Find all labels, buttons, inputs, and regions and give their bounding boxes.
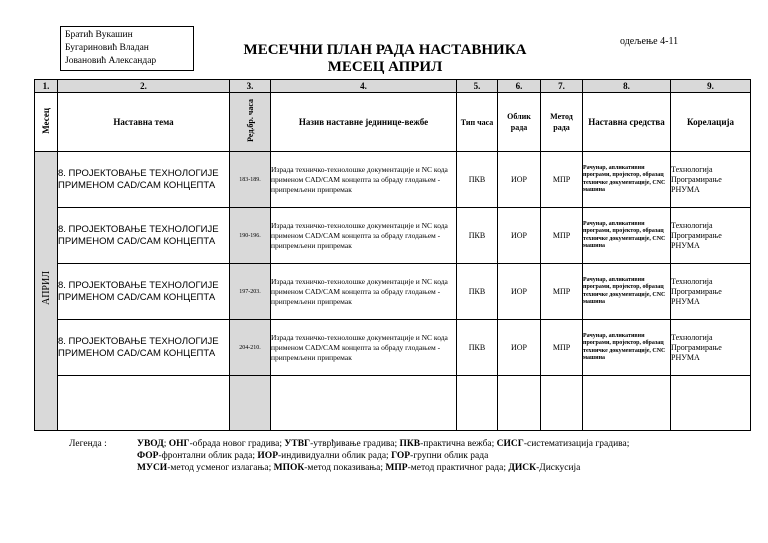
table-row-empty — [35, 376, 751, 431]
legend-abbreviation: ФОР — [137, 451, 159, 461]
legend-description: -индивидуални облик рада; — [278, 451, 392, 461]
table-row — [35, 208, 751, 264]
work-form-cell: ИОР — [498, 320, 541, 376]
author-name: Бугариновић Владан — [65, 43, 149, 53]
correlation-cell: Технологија Програмирање РНУМА — [671, 264, 751, 320]
work-form-cell: ИОР — [498, 152, 541, 208]
method-cell: МПР — [541, 320, 583, 376]
legend-description: -метод показивања; — [304, 463, 386, 473]
legend-line — [137, 462, 768, 474]
method-cell: МПР — [541, 152, 583, 208]
legend-abbreviation: МУСИ — [137, 463, 168, 473]
legend-line — [137, 438, 768, 450]
legend-abbreviation: ГОР — [391, 451, 411, 461]
document-subtitle: МЕСЕЦ АПРИЛ — [327, 59, 443, 75]
table-row — [35, 320, 751, 376]
empty-cell — [457, 376, 498, 431]
unit-cell: Израда техничко-технолошке документације и NC кода применом CAD/CAM концепта за обраду глодањем - припремљени припремак — [271, 320, 457, 376]
legend-abbreviation: МПР — [385, 463, 408, 473]
column-number-row — [35, 80, 751, 93]
legend-abbreviation: ПКВ — [399, 439, 421, 449]
column-number: 3. — [230, 80, 271, 93]
legend-label: Легенда : — [69, 439, 107, 449]
document-title: МЕСЕЧНИ ПЛАН РАДА НАСТАВНИКА — [243, 42, 527, 58]
column-number: 9. — [671, 80, 751, 93]
column-number: 4. — [271, 80, 457, 93]
empty-cell — [58, 376, 230, 431]
legend-description: -метод усменог излагања; — [167, 463, 274, 473]
legend-lines — [137, 438, 768, 474]
header-topic: Наставна тема — [58, 93, 230, 152]
method-cell: МПР — [541, 208, 583, 264]
legend-description: -фронтални облик рада; — [158, 451, 258, 461]
legend-description: -практична вежба; — [420, 439, 497, 449]
class-type-cell: ПКВ — [457, 152, 498, 208]
table-row — [35, 152, 751, 208]
header-lesson-no: Ред.бр. часа — [230, 93, 271, 152]
unit-cell: Израда техничко-технолошке документације и NC кода применом CAD/CAM концепта за обраду глодањем - припремљени припремак — [271, 152, 457, 208]
header-unit-name: Назив наставне јединице-вежбе — [271, 93, 457, 152]
legend-abbreviation: МПОК — [273, 463, 305, 473]
header-month: Месец — [35, 93, 58, 152]
author-name: Братић Вукашин — [65, 30, 133, 40]
column-number: 7. — [541, 80, 583, 93]
month-cell: АПРИЛ — [35, 152, 58, 431]
legend-description: -систематизација градива; — [523, 439, 630, 449]
column-number: 5. — [457, 80, 498, 93]
resources-cell: Рачунар, апликативни програми, пројектор, образац техничке документације, CNC машина — [583, 208, 671, 264]
resources-cell: Рачунар, апликативни програми, пројектор, образац техничке документације, CNC машина — [583, 320, 671, 376]
legend-abbreviation: ИОР — [257, 451, 279, 461]
method-cell: МПР — [541, 264, 583, 320]
lesson-no-cell: 190-196. — [230, 208, 271, 264]
lesson-no-cell: 183-189. — [230, 152, 271, 208]
class-type-cell: ПКВ — [457, 320, 498, 376]
column-number: 1. — [35, 80, 58, 93]
author-name: Јовановић Александар — [65, 56, 157, 66]
class-type-cell: ПКВ — [457, 208, 498, 264]
correlation-cell: Технологија Програмирање РНУМА — [671, 208, 751, 264]
unit-cell: Израда техничко-технолошке документације и NC кода применом CAD/CAM концепта за обраду глодањем - припремљени припремак — [271, 208, 457, 264]
topic-cell: 8. ПРОЈЕКТОВАЊЕ ТЕХНОЛОГИЈЕ ПРИМЕНОМ CAD/CAM КОНЦЕПТА — [58, 320, 230, 376]
legend-description: -обрада новог градива; — [189, 439, 285, 449]
department-label: одељење 4-11 — [620, 36, 679, 47]
legend-description: ; — [163, 439, 169, 449]
column-number: 8. — [583, 80, 671, 93]
class-type-cell: ПКВ — [457, 264, 498, 320]
empty-cell — [271, 376, 457, 431]
empty-cell — [230, 376, 271, 431]
resources-cell: Рачунар, апликативни програми, пројектор, образац техничке документације, CNC машина — [583, 264, 671, 320]
topic-cell: 8. ПРОЈЕКТОВАЊЕ ТЕХНОЛОГИЈЕ ПРИМЕНОМ CAD/CAM КОНЦЕПТА — [58, 152, 230, 208]
legend-description: -Дискусија — [536, 463, 581, 473]
legend-abbreviation: СИСГ — [496, 439, 524, 449]
monthly-plan-table — [34, 79, 751, 431]
work-form-cell: ИОР — [498, 264, 541, 320]
lesson-no-cell: 204-210. — [230, 320, 271, 376]
empty-cell — [541, 376, 583, 431]
header-method: Метод рада — [541, 93, 583, 152]
legend-description: -утврђивање градива; — [310, 439, 400, 449]
empty-cell — [583, 376, 671, 431]
header-row — [35, 93, 751, 152]
empty-cell — [498, 376, 541, 431]
header-work-form: Облик рада — [498, 93, 541, 152]
work-form-cell: ИОР — [498, 208, 541, 264]
header-resources: Наставна средства — [583, 93, 671, 152]
header-class-type: Тип часа — [457, 93, 498, 152]
legend-description: -групни облик рада — [410, 451, 489, 461]
correlation-cell: Технологија Програмирање РНУМА — [671, 320, 751, 376]
legend-abbreviation: ДИСК — [508, 463, 537, 473]
legend-abbreviation: ОНГ — [168, 439, 190, 449]
legend-abbreviation: УТВГ — [284, 439, 311, 449]
resources-cell: Рачунар, апликативни програми, пројектор, образац техничке документације, CNC машина — [583, 152, 671, 208]
legend-line — [137, 450, 768, 462]
empty-cell — [671, 376, 751, 431]
lesson-no-cell: 197-203. — [230, 264, 271, 320]
legend-description: -метод практичног рада; — [407, 463, 509, 473]
header-correlation: Корелација — [671, 93, 751, 152]
topic-cell: 8. ПРОЈЕКТОВАЊЕ ТЕХНОЛОГИЈЕ ПРИМЕНОМ CAD/CAM КОНЦЕПТА — [58, 208, 230, 264]
authors-box — [60, 26, 194, 71]
column-number: 6. — [498, 80, 541, 93]
unit-cell: Израда техничко-технолошке документације и NC кода применом CAD/CAM концепта за обраду глодањем - припремљени припремак — [271, 264, 457, 320]
topic-cell: 8. ПРОЈЕКТОВАЊЕ ТЕХНОЛОГИЈЕ ПРИМЕНОМ CAD/CAM КОНЦЕПТА — [58, 264, 230, 320]
correlation-cell: Технологија Програмирање РНУМА — [671, 152, 751, 208]
table-row — [35, 264, 751, 320]
column-number: 2. — [58, 80, 230, 93]
legend-abbreviation: УВОД — [137, 439, 164, 449]
